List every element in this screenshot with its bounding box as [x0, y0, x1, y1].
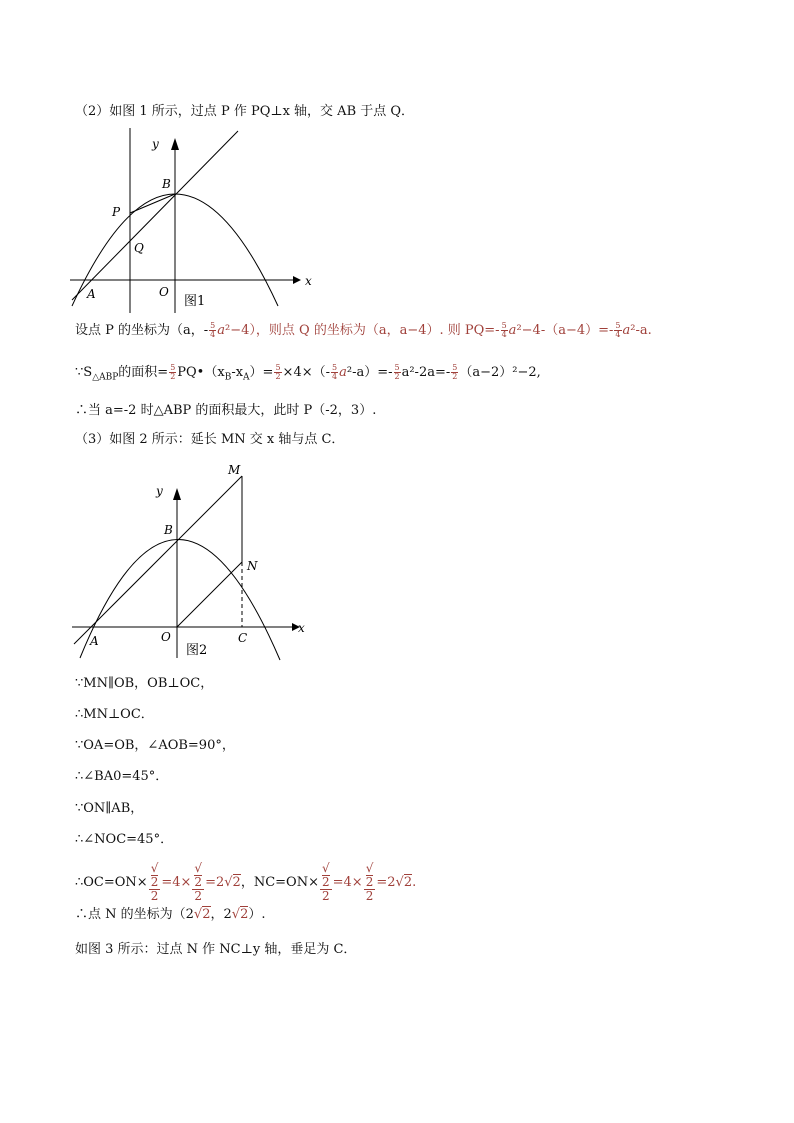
fraction: $\frac{5}{4}$ [332, 363, 338, 381]
fig2-label-o: O [161, 630, 171, 644]
fig2-label-y: y [156, 484, 163, 498]
fig2-label-a: A [90, 634, 99, 648]
fig1-label-q: Q [134, 241, 144, 255]
part3-heading: （3）如图 2 所示：延长 MN 交 x 轴与点 C． [75, 432, 345, 447]
fig1-label-b: B [162, 177, 171, 191]
fraction-sqrt2-over-2: √ 2 2 [365, 861, 374, 903]
sqrt: √2 [231, 907, 249, 922]
part2-heading: （2）如图 1 所示，过点 P 作 PQ⊥x 轴，交 AB 于点 Q． [75, 104, 415, 119]
fraction-sqrt2-over-2: √ 2 2 [150, 861, 159, 903]
line-area: $\because S_{\triangle ABP}$的面积= $\frac{5}{2}$ $PQ•(x_B-x_A)=$ $\frac{5}{2}$ ×4×（- $\frac{5}{4}$ a²-a）=- $\frac{5}{2}$ a²-2a=- $\frac{5}{2}$ （a−2）²−2, [75, 363, 541, 383]
step-line: ∵ON∥AB， [75, 801, 144, 816]
step-line: ∵MN∥OB，OB⊥OC， [75, 676, 214, 691]
fig1-caption: 图1 [184, 294, 206, 309]
step-line: ∴∠BA0=45°． [75, 769, 169, 784]
fraction: $\frac{5}{4}$ [210, 321, 216, 339]
line-figure-3: 如图 3 所示：过点 N 作 NC⊥y 轴，垂足为 C． [75, 942, 357, 957]
line-oc-nc: ∴OC=ON× √ 2 2 =4× √ 2 2 =2√2，NC=ON× √ 2 2 =4× √ 2 2 =2√2. [75, 861, 417, 903]
line-max-area: ∴当 a=-2 时△ABP 的面积最大，此时 P（-2，3）. [75, 403, 377, 418]
line-p-coordinates: 设点 P 的坐标为（a，- $\frac{5}{4}$ a²−4），则点 Q 的坐标为（a，a−4）. 则 PQ=- $\frac{5}{4}$ a²−4-（a−4）=- $\frac{5}{4}$ a²-a. [75, 321, 652, 339]
fig1-label-o: O [159, 285, 169, 299]
line-on [177, 562, 242, 627]
parabola [80, 539, 280, 660]
fig2-caption: 图2 [186, 643, 208, 658]
step-line: ∴∠NOC=45°． [75, 832, 174, 847]
fig1-label-x: x [305, 274, 312, 288]
line-ab [74, 476, 242, 644]
fig2-label-m: M [228, 463, 241, 477]
fraction: $\frac{5}{2}$ [452, 363, 458, 381]
fraction-sqrt2-over-2: √ 2 2 [194, 861, 203, 903]
fraction: $\frac{5}{4}$ [501, 321, 507, 339]
fig1-label-a: A [87, 287, 96, 301]
x-axis-arrow [293, 276, 301, 284]
fig2-label-c: C [238, 631, 248, 645]
fraction: $\frac{5}{4}$ [615, 321, 621, 339]
line-ab [72, 131, 238, 300]
fig2-label-n: N [247, 559, 258, 573]
sqrt: √2 [395, 875, 413, 890]
sqrt: √2 [193, 907, 211, 922]
fraction-sqrt2-over-2: √ 2 2 [321, 861, 330, 903]
segment-pb [130, 194, 175, 213]
line-n-coordinates: ∴点 N 的坐标为（2√2，2√2）. [75, 907, 266, 922]
fraction: $\frac{5}{2}$ [394, 363, 400, 381]
fraction: $\frac{5}{2}$ [275, 363, 281, 381]
fig2-label-x: x [298, 621, 305, 635]
sqrt: √2 [224, 875, 241, 890]
fig1-label-y: y [152, 137, 159, 151]
y-axis-arrow [173, 488, 181, 500]
step-line: ∴MN⊥OC． [75, 707, 154, 722]
y-axis-arrow [171, 138, 179, 150]
step-line: ∵OA=OB，∠AOB=90°， [75, 738, 235, 753]
figure-1 [68, 128, 312, 313]
fig2-label-b: B [164, 523, 173, 537]
fraction: $\frac{5}{2}$ [170, 363, 176, 381]
fig1-label-p: P [112, 205, 121, 219]
figure-2 [68, 458, 313, 663]
